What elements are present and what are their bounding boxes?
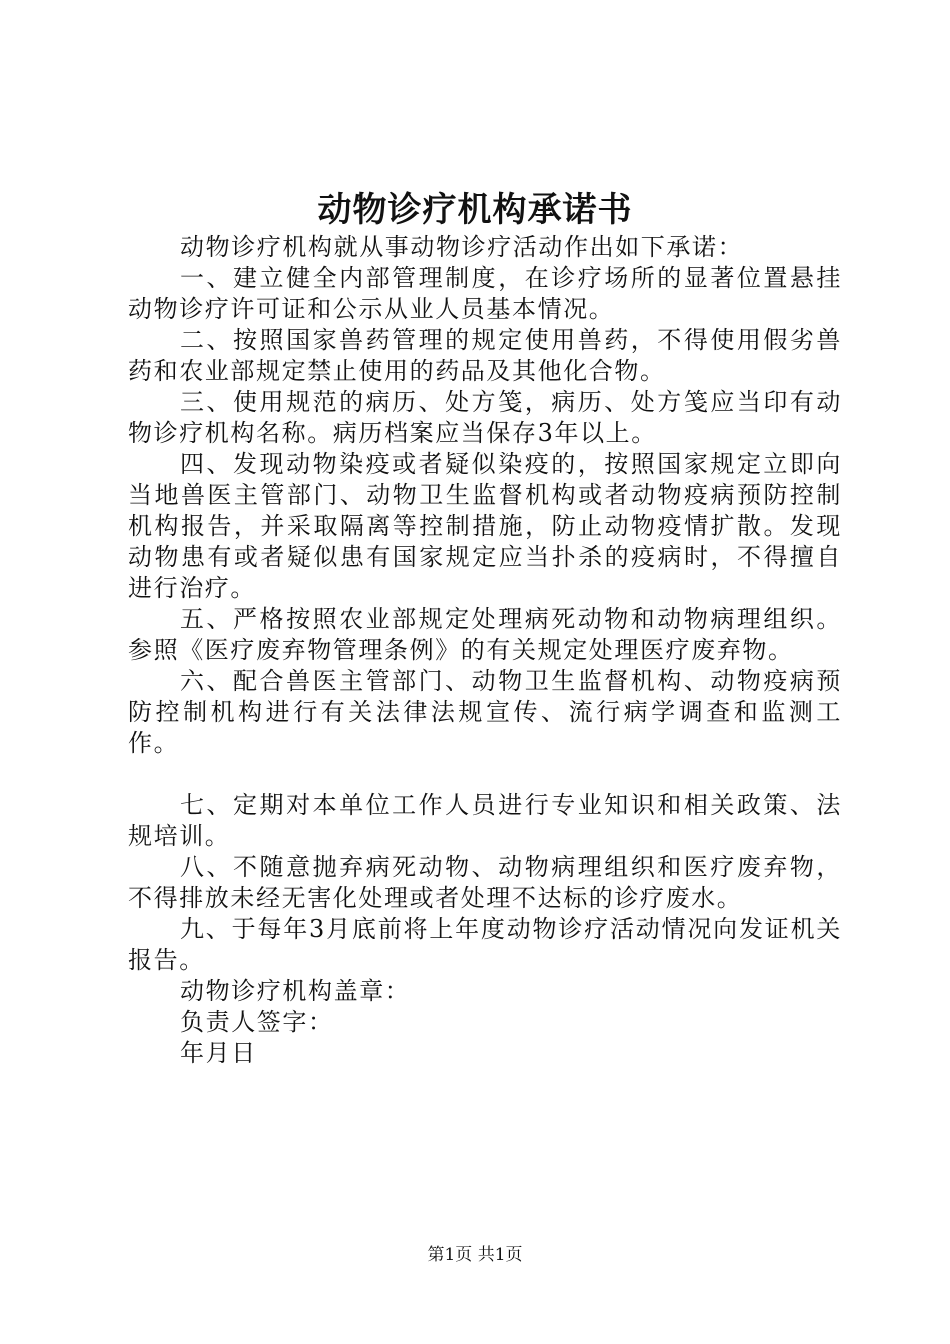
- page-footer: 第1页 共1页: [427, 1245, 523, 1265]
- seal-label: 动物诊疗机构盖章：: [180, 977, 411, 1005]
- commitment-item-3: 三、使用规范的病历、处方笺，病历、处方笺应当印有动物诊疗机构名称。病历档案应当保存3年以上。: [128, 388, 842, 447]
- commitment-item-4: 四、发现动物染疫或者疑似染疫的，按照国家规定立即向当地兽医主管部门、动物卫生监督机构或者动物疫病预防控制机构报告，并采取隔离等控制措施，防止动物疫情扩散。发现动物患有或者疑似患有国家规定应当扑杀的疫病时，不得擅自进行治疗。: [128, 450, 842, 602]
- commitment-item-1: 一、建立健全内部管理制度，在诊疗场所的显著位置悬挂动物诊疗许可证和公示从业人员基本情况。: [128, 264, 842, 323]
- date-label: 年月日: [180, 1039, 257, 1067]
- intro-paragraph: 动物诊疗机构就从事动物诊疗活动作出如下承诺：: [180, 233, 744, 261]
- commitment-item-5: 五、严格按照农业部规定处理病死动物和动物病理组织。参照《医疗废弃物管理条例》的有关规定处理医疗废弃物。: [128, 605, 842, 664]
- document-body: [128, 232, 842, 1069]
- commitment-item-2: 二、按照国家兽药管理的规定使用兽药，不得使用假劣兽药和农业部规定禁止使用的药品及其他化合物。: [128, 326, 842, 385]
- commitment-item-8: 八、不随意抛弃病死动物、动物病理组织和医疗废弃物，不得排放未经无害化处理或者处理不达标的诊疗废水。: [128, 853, 842, 912]
- commitment-item-6: 六、配合兽医主管部门、动物卫生监督机构、动物疫病预防控制机构进行有关法律法规宣传、流行病学调查和监测工作。: [128, 667, 842, 757]
- commitment-item-9: 九、于每年3月底前将上年度动物诊疗活动情况向发证机关报告。: [128, 915, 842, 974]
- signature-label: 负责人签字：: [180, 1008, 334, 1036]
- document-title: 动物诊疗机构承诺书: [317, 190, 633, 230]
- commitment-item-7: 七、定期对本单位工作人员进行专业知识和相关政策、法规培训。: [128, 791, 842, 850]
